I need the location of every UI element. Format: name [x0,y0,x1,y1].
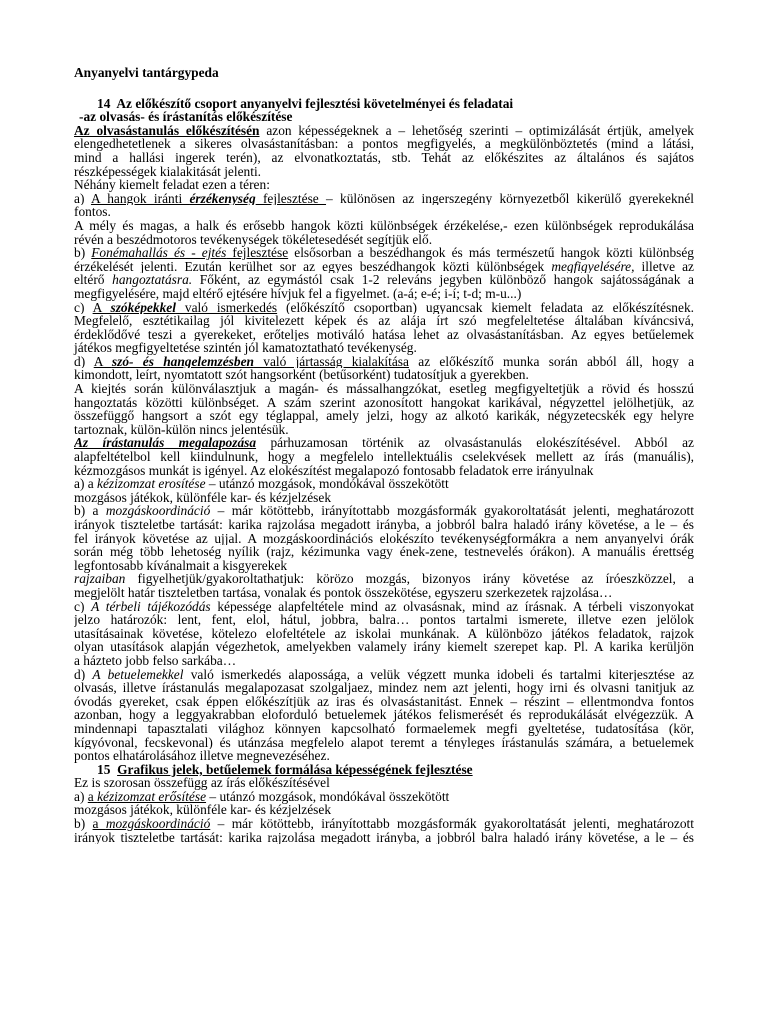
section-number: 15 [97,761,111,777]
paragraph-line: Ez is szorosan összefügg az írás előkészítésével [74,775,330,791]
section-title: Grafikus jelek, betűelemek formálása képességének fejlesztése [117,761,473,777]
paragraph-line: A mély és magas, a halk és erősebb hangok közti különbségek érzékelése,- ezen különbségek reprodukálása [74,218,694,233]
paragraph-line: játékos megfigyeltetése szintén jól kamatoztatható tevékenység. [74,340,417,356]
section-15-heading [74,763,694,777]
list-item-a: a) a kézizomzat erősítése – utánzó mozgások, mondókával összekötött [74,788,450,804]
document-title: Anyanyelvi tantárgypeda [74,65,219,80]
list-item-a: a) A hangok iránti érzékenység fejlesztése – különösen az ingerszegény környezetből kikerülő gyerekeknél [74,191,694,206]
list-item-c: c) A térbeli tájékozódás képessége alapfeltétele mind az olvasásnak, mind az írásnak. A térbeli viszonyokat [74,599,694,614]
list-item-b: b) Fonémahallás és - ejtés fejlesztése elsősorban a beszédhangok és más természetű hangok közti különbség [74,246,694,260]
paragraph-line: Néhány kiemelt feladat ezen a téren: [74,177,270,193]
paragraph-line: hangoztatás közötti különbséget. A szám szerint azonosított hangokat karikával, négyzettel jelölhetjük, az [74,395,694,410]
lead-term: Az írástanulás megalapozása [74,436,257,451]
paragraph-line: elengedhetetlenek a sikeres olvasástanításban: a pontos megfigyelés, a megkülönböztetés (mind a látási, [74,137,694,151]
paragraph-line: mind a hallási ingerek terén), az elvonatkoztatás, stb. Tehát az előkészites az általános és sajátos [74,150,694,165]
paragraph-line: mindennapi tapasztalati világhoz könnyen kapcsolható formaelemek megfi gyeltetése, tudatosítása (kör, [74,721,694,736]
paragraph-line: pontos elhatárolásához illetve megnevezéséhez. [74,748,330,764]
paragraph-line: jelzo határozók: lent, fent, elol, hátul, jobbra, balra… pontos tartalmi ismerete, illetve ezen jelölok [74,613,694,627]
paragraph-line: legfontosabb kívánalmait a kisgyerekek [74,557,288,573]
document-page [74,66,694,844]
paragraph-line: érdeklődővé teszi a gyerekeket, erőteljes motiváló hatása lehet az olvasástanításban. Az egyes betűelemek [74,327,694,342]
paragraph-line: mozgásos játékok, különféle kar- és kézjelzések [74,802,332,818]
paragraph-line: alapfeltételbol kell kiindulnunk, hogy a megfelelo intellektuális cselekvések mellett az írás (manuális), [74,450,694,464]
section-14-subheading: -az olvasás- és írástanítás előkészítése [79,109,293,125]
list-item-d: d) A szó- és hangelemzésben való jártasság kialakítása az előkészítő munka során abból áll, hogy a [74,354,694,369]
paragraph-line: irányok tiszteletbe tartását: karika rajzolása megadott irányba, a jobbról balra haladó irány követése, a le – és [74,830,694,845]
paragraph-line: utasításainak követése, kötelezo elofeltétele az iskolai munkának. A különbözo játékos feladatok, rajzok [74,626,694,641]
paragraph-line: során még több lehetoség nyílik (rajz, kézimunka vagy ének-zene, testnevelés órákon). A manuális érettség [74,545,694,559]
lead-term: Az olvasástanulás előkészítésén [74,123,260,138]
paragraph-line: fontos. [74,204,111,220]
list-item-a: a) a kézizomzat erosítése – utánzó mozgások, mondókával összekötött [74,476,449,492]
paragraph-line: A kiejtés során különválasztjuk a magán- és mássalhangzókat, esetleg megfigyeltetjük a rövid és hosszú [74,382,694,396]
paragraph-line: összefüggő hangsort a szót egy téglappal, amely jelzi, hogy az alkotó karikák, négyzetecskék egy helyre [74,409,694,423]
writing-paragraph: Az írástanulás megalapozása párhuzamosan történik az olvasástanulás elokészítésével. Abból az [74,436,694,451]
paragraph-line: Megfelelő, esztétikailag jól kivitelezett képek és az alája írt szó megfeleltetése általában kíváncsivá, [74,314,694,328]
paragraph-line: kimondott, leírt, nyomtatott szót hangsorként (betűsorként) tudatosítjuk a gyerekben. [74,367,529,383]
paragraph-line: Az olvasástanulás előkészítésén azon képességeknek a – lehetőség szerinti – optimizálását értjük, amelyek [74,123,694,138]
paragraph-line: eltérő hangoztatásra. Főként, az egymástól csak 1-2 releváns jegyben különböző hangok sajátosságának a [74,273,694,287]
paragraph-line: óvodás gyereket, csak éppen előkészítjük az iras és olvasástanitást. Ennek – részint – ellentmondva fontos [74,694,694,709]
section-title: Az előkészítő csoport anyanyelvi fejlesztési követelményei és feladatai [116,95,514,111]
paragraph-line: részképességek kialakitását jelenti. [74,163,262,179]
paragraph-line: megfigyelésére, majd eltérő ejtésére hívjuk fel a figyelmet. (a-á; e-é; i-í; t-d; m-u...) [74,285,522,301]
paragraph-line: révén a beszédmotoros tevékenységek tökéletesedését segítjük elő. [74,231,433,247]
paragraph-line: érzékelését jelenti. Ezután kerülhet sor az egyes beszédhangok közti különbségek megfigyelésére, illetve az [74,259,694,274]
section-14-heading [74,97,694,111]
paragraph-line: mozgásos játékok, különféle kar- és kézjelzések [74,489,332,505]
paragraph-line: fel irányok követése az ujjal. A mozgáskoordinációs elokészíto tevékenységformákra a nem anyanyelvi órák [74,531,694,546]
paragraph-line: kígyóvonal, fecskevonal) és utánzása megfelelo alapot teremt a tényleges írástanulás számára, a betuelemek [74,735,694,750]
section-number: 14 [97,95,111,111]
paragraph-line: irányok tiszteletbe tartását: karika rajzolása megadott irányba, a jobbról balra haladó irány követése, a le – és [74,518,694,532]
list-item-b: b) a mozgáskoordináció – már kötöttebb, irányítottabb mozgásformák gyakoroltatását jelenti, meghatározott [74,504,694,518]
paragraph-line: kézmozgásos munkát is igényel. Az elokészítést megalapozó fontosabb feladatok erre irányulnak [74,462,594,478]
paragraph-line: rajzaiban figyelhetjük/gyakoroltathatjuk: körözo mozgás, bizonyos irány követése az íróeszközzel, a [74,572,694,586]
list-item-d: d) A betuelemekkel való ismerkedés alapossága, a velük végzett munka idobeli és tartalmi kiterjesztése az [74,667,694,682]
list-item-c: c) A szóképekkel való ismerkedés (előkészítő csoportban) ugyancsak kiemelt feladata az előkészítésnek. [74,300,694,315]
paragraph-line: olyan utasítások alapján végezhetok, amelyekben valamely irány kiemelt szerepet kap. Pl. A karika kerüljön [74,640,694,654]
paragraph-line: olvasás, illetve írástanulás megalapozasat szolgaljaez, mindez nem azt jelenti, hogy irni és olvasni tanitjuk az [74,681,694,695]
list-item-b: b) a mozgáskoordináció – már kötöttebb, irányítottabb mozgásformák gyakoroltatását jelenti, meghatározott [74,817,694,831]
paragraph-line: tartoznak, külön-külön nincs jelentésük. [74,421,289,437]
paragraph-line: a házteto jobb felso sarkába… [74,652,237,668]
paragraph-line: megjelölt határ tiszteletben tartása, vonalak és pontok összekötése, egyszeru szerkezetek rajzolása… [74,584,613,600]
paragraph-line: azonban, hogy a leggyakrabban eloforduló betuelemek játékos felismerését és reprodukálását elvégezzük. A [74,708,694,722]
